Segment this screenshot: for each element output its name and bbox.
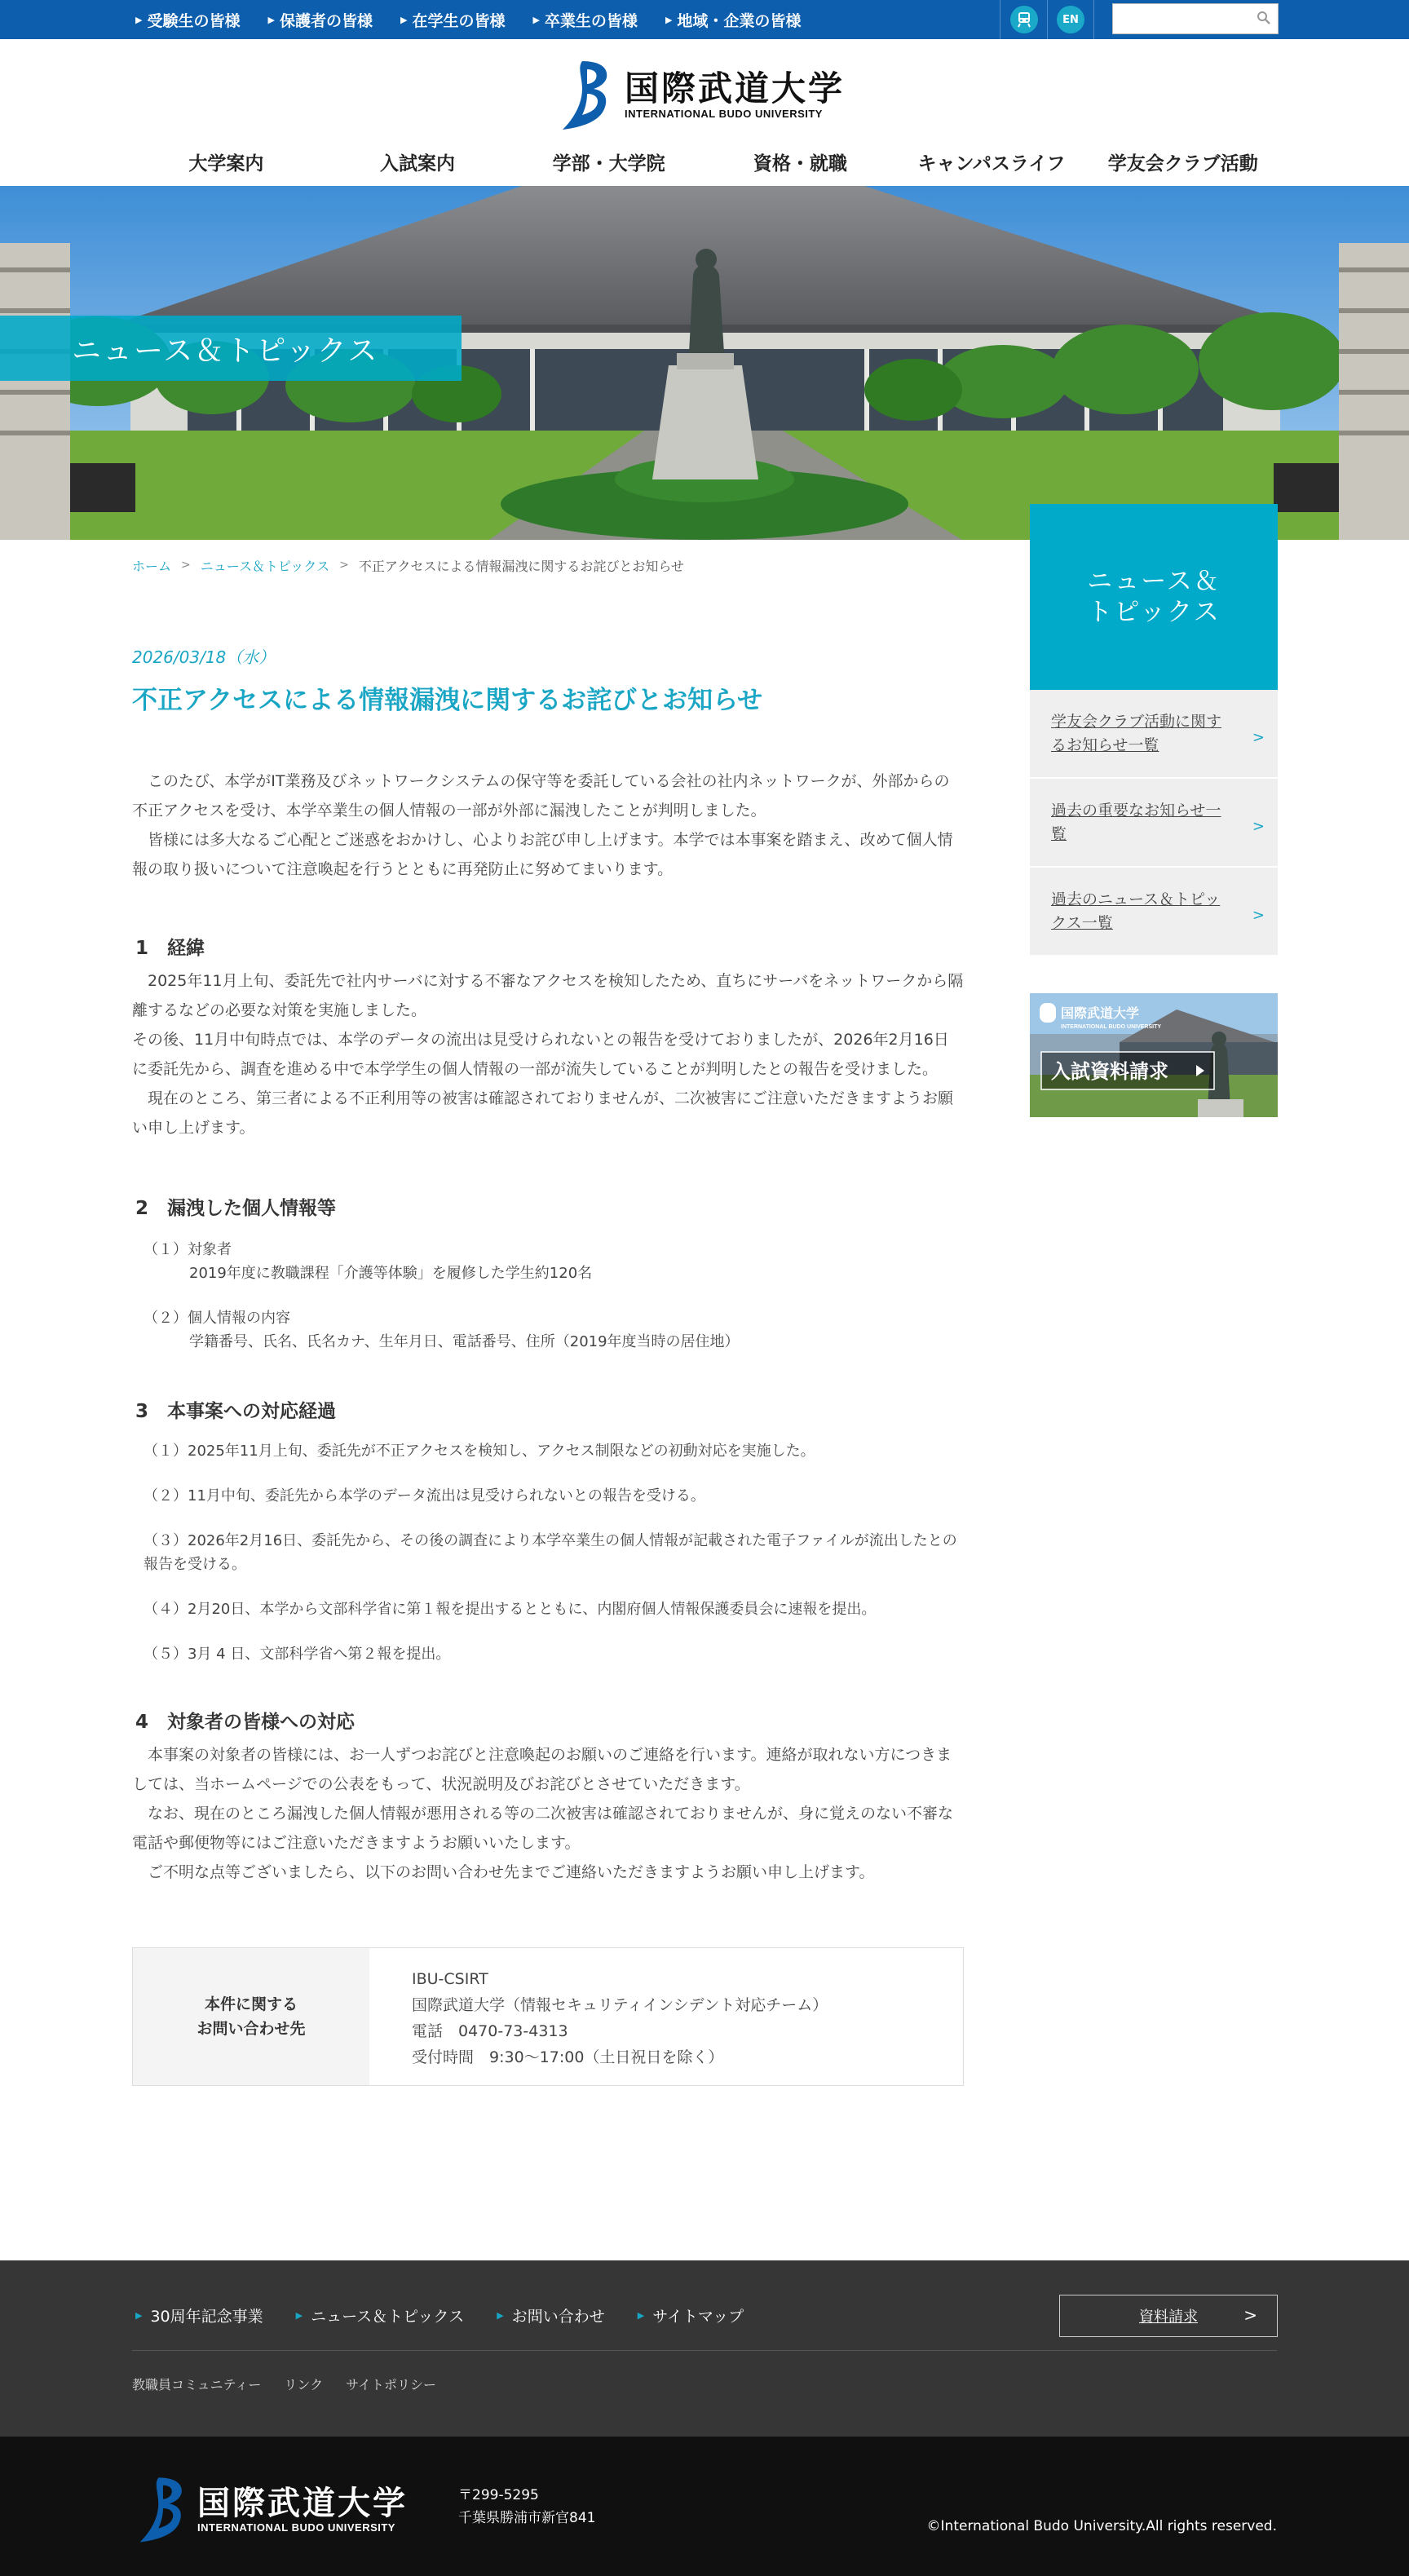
chevron-right-icon: > — [181, 559, 191, 572]
sidebar-item-club-news[interactable]: 学友会クラブ活動に関するお知らせ一覧 > — [1030, 690, 1278, 778]
arrow-right-icon: ▶ — [665, 14, 673, 25]
footer-link-contact[interactable]: ▶ お問い合わせ — [497, 2308, 605, 2326]
global-nav — [130, 145, 1279, 183]
article-date: 2026/03/18（水） — [132, 647, 276, 667]
section-paragraph: 2025年11月上旬、委託先で社内サーバに対する不審なアクセスを検知したため、直ちにサーバをネットワークから隔離するなどの必要な対策を実施しました。 — [132, 972, 964, 1019]
section-paragraph: ご不明な点等ございましたら、以下のお問い合わせ先までご連絡いただきますようお願い申し上げます。 — [132, 1863, 875, 1881]
chevron-right-icon: > — [339, 559, 349, 572]
contact-phone: 電話 0470-73-4313 — [412, 2022, 568, 2040]
article-intro — [132, 767, 964, 884]
nav-campus-life[interactable]: キャンパスライフ — [917, 153, 1066, 175]
english-button[interactable] — [1047, 0, 1094, 39]
footer-sub-links — [132, 2375, 436, 2393]
logo-jp: 国際武道大学 — [625, 68, 846, 108]
chevron-right-icon: > — [1252, 907, 1265, 924]
section-paragraph: その後、11月中旬時点では、本学のデータの流出は見受けられないとの報告を受けておりましたが、2026年2月16日に委託先から、調査を進める中で本学学生の個人情報の一部が流失していることが判明したとの報告を受けました。 — [132, 1031, 949, 1078]
leaked-info-value: 2019年度に教職課程「介護等体験」を履修した学生約120名 — [189, 1265, 593, 1282]
breadcrumb-home[interactable]: ホーム — [132, 558, 172, 574]
hero-title: ニュース＆トピックス — [72, 334, 379, 368]
section-paragraph: 現在のところ、第三者による不正利用等の被害は確認されておりませんが、二次被害にご注意いただきますようお願い申し上げます。 — [132, 1089, 954, 1137]
section-body-4 — [132, 1740, 964, 1887]
leaked-info-list — [144, 1238, 964, 1354]
utility-icons — [1000, 0, 1094, 39]
banner-cta: 入試資料請求 — [1051, 1060, 1168, 1083]
footer-link-sitemap[interactable]: ▶ サイトマップ — [637, 2308, 744, 2326]
nav-club-activities[interactable]: 学友会クラブ活動 — [1107, 153, 1258, 175]
audience-link-applicants[interactable]: ▶ 受験生の皆様 — [135, 11, 241, 30]
arrow-right-icon: ▶ — [497, 2310, 504, 2321]
footer-logo[interactable] — [135, 2472, 408, 2546]
contact-hours: 受付時間 9:30～17:00（土日祝日を除く） — [412, 2048, 724, 2066]
section-paragraph: 本事案の対象者の皆様には、お一人ずつお詫びと注意喚起のお願いのご連絡を行います。連絡が取れない方につきましては、当ホームページでの公表をもって、状況説明及びお詫びとさせていただきます。 — [132, 1746, 952, 1793]
footer-link-staff-community[interactable]: 教職員コミュニティー — [132, 2377, 262, 2393]
banner-logo-jp: 国際武道大学 — [1061, 1005, 1140, 1021]
access-button[interactable] — [1000, 0, 1047, 39]
timeline-item: （３）2026年2月16日、委託先から、その後の調査により本学卒業生の個人情報が記載された電子ファイルが流出したとの報告を受ける。 — [144, 1532, 957, 1573]
university-emblem-icon — [135, 2472, 189, 2546]
banner-photo — [1030, 993, 1278, 1117]
contact-dept: 国際武道大学（情報セキュリティインシデント対応チーム） — [412, 1996, 828, 2014]
intro-paragraph: 皆様には多大なるご心配とご迷惑をおかけし、心よりお詫び申し上げます。本学では本事案を踏まえ、改めて個人情報の取り扱いについて注意喚起を行うとともに再発防止に努めてまいります。 — [132, 831, 953, 878]
leaked-info-label: （２）個人情報の内容 — [144, 1310, 290, 1327]
sidebar-item-past-news[interactable]: 過去のニュース＆トピックス一覧 > — [1030, 868, 1278, 956]
footer-link-30th[interactable]: ▶ 30周年記念事業 — [135, 2308, 263, 2326]
search-icon[interactable] — [1257, 11, 1271, 29]
arrow-right-icon: ▶ — [135, 14, 143, 25]
footer-bottom — [0, 2437, 1409, 2576]
admission-materials-banner[interactable] — [1030, 993, 1278, 1117]
nav-faculties[interactable]: 学部・大学院 — [552, 153, 665, 175]
response-timeline — [144, 1439, 959, 1666]
university-emblem-icon — [558, 58, 615, 131]
audience-link-students[interactable]: ▶ 在学生の皆様 — [400, 11, 506, 30]
footer-divider — [132, 2350, 1277, 2351]
request-materials-button[interactable]: 資料請求 > — [1059, 2295, 1278, 2337]
chevron-right-icon: > — [1252, 818, 1265, 835]
nav-about[interactable]: 大学案内 — [188, 153, 264, 175]
sidebar-heading: ニュース＆ トピックス — [1030, 504, 1278, 690]
leaked-info-value: 学籍番号、氏名、氏名カナ、生年月日、電話番号、住所（2019年度当時の居住地） — [189, 1333, 740, 1350]
intro-paragraph: このたび、本学がIT業務及びネットワークシステムの保守等を委託している会社の社内ネットワークが、外部からの不正アクセスを受け、本学卒業生の個人情報の一部が外部に漏洩したことが判明しました。 — [132, 772, 950, 820]
arrow-right-icon: ▶ — [532, 14, 540, 25]
contact-org: IBU-CSIRT — [412, 1970, 488, 1988]
footer-link-site-policy[interactable]: サイトポリシー — [346, 2377, 436, 2393]
audience-link-alumni[interactable]: ▶ 卒業生の皆様 — [532, 11, 638, 30]
copyright: ©International Budo University.All rights reserved. — [926, 2518, 1277, 2534]
arrow-right-icon: ▶ — [400, 14, 408, 25]
chevron-right-icon: > — [1252, 729, 1265, 746]
nav-careers[interactable]: 資格・就職 — [753, 153, 847, 175]
contact-details — [369, 1948, 828, 2085]
search-box — [1112, 3, 1279, 34]
timeline-item: （５）3月 4 日、文部科学省へ第２報を提出。 — [144, 1646, 451, 1663]
site-logo[interactable] — [558, 57, 853, 132]
article-title: 不正アクセスによる情報漏洩に関するお詫びとお知らせ — [132, 686, 763, 715]
timeline-item: （１）2025年11月上旬、委託先が不正アクセスを検知し、アクセス制限などの初動対応を実施した。 — [144, 1443, 815, 1460]
breadcrumb-news[interactable]: ニュース＆トピックス — [200, 558, 330, 574]
section-heading-1: 1 経緯 — [135, 938, 205, 959]
footer-link-news[interactable]: ▶ ニュース＆トピックス — [295, 2308, 465, 2326]
section-body-1 — [132, 966, 964, 1142]
leaked-info-label: （１）対象者 — [144, 1241, 232, 1258]
footer-nav — [135, 2304, 744, 2326]
audience-link-parents[interactable]: ▶ 保護者の皆様 — [267, 11, 373, 30]
contact-table — [132, 1947, 964, 2086]
search-input[interactable] — [1113, 4, 1252, 33]
arrow-right-icon: ▶ — [135, 2310, 143, 2321]
footer-nav-area — [0, 2260, 1409, 2437]
timeline-item: （４）2月20日、本学から文部科学省に第１報を提出するとともに、内閣府個人情報保護委員会に速報を提出。 — [144, 1601, 877, 1618]
audience-links — [135, 0, 801, 39]
train-icon — [1010, 6, 1038, 33]
breadcrumb-current: 不正アクセスによる情報漏洩に関するお詫びとお知らせ — [358, 558, 684, 574]
footer-address: 〒299-5295 千葉県勝浦市新官841 — [458, 2487, 596, 2526]
hero-title-band — [0, 316, 462, 381]
contact-label: 本件に関する お問い合わせ先 — [133, 1948, 369, 2085]
section-paragraph: なお、現在のところ漏洩した個人情報が悪用される等の二次被害は確認されておりませんが、身に覚えのない不審な電話や郵便物等にはご注意いただきますようお願いいたします。 — [132, 1805, 954, 1852]
english-lang-icon: EN — [1057, 6, 1084, 33]
arrow-right-icon: ▶ — [637, 2310, 645, 2321]
nav-admissions[interactable]: 入試案内 — [380, 153, 455, 175]
banner-logo-en: INTERNATIONAL BUDO UNIVERSITY — [1061, 1024, 1162, 1030]
top-bar — [0, 0, 1409, 39]
footer-logo-text: 国際武道大学 INTERNATIONAL BUDO UNIVERSITY — [197, 2483, 408, 2534]
arrow-right-icon: ▶ — [267, 14, 275, 25]
logo-text — [625, 70, 845, 120]
audience-link-community[interactable]: ▶ 地域・企業の皆様 — [665, 11, 802, 30]
timeline-item: （２）11月中旬、委託先から本学のデータ流出は見受けられないとの報告を受ける。 — [144, 1487, 705, 1505]
footer-link-links[interactable]: リンク — [284, 2377, 324, 2393]
breadcrumb — [132, 555, 684, 576]
arrow-right-icon: ▶ — [295, 2310, 303, 2321]
chevron-right-icon: > — [1243, 2305, 1257, 2325]
article — [132, 644, 964, 1887]
section-heading-2: 2 漏洩した個人情報等 — [135, 1198, 337, 1219]
logo-en: INTERNATIONAL BUDO UNIVERSITY — [625, 107, 823, 120]
sidebar-item-past-important[interactable]: 過去の重要なお知らせ一覧 > — [1030, 779, 1278, 867]
section-heading-3: 3 本事案への対応経過 — [135, 1401, 337, 1422]
section-heading-4: 4 対象者の皆様への対応 — [135, 1712, 356, 1733]
